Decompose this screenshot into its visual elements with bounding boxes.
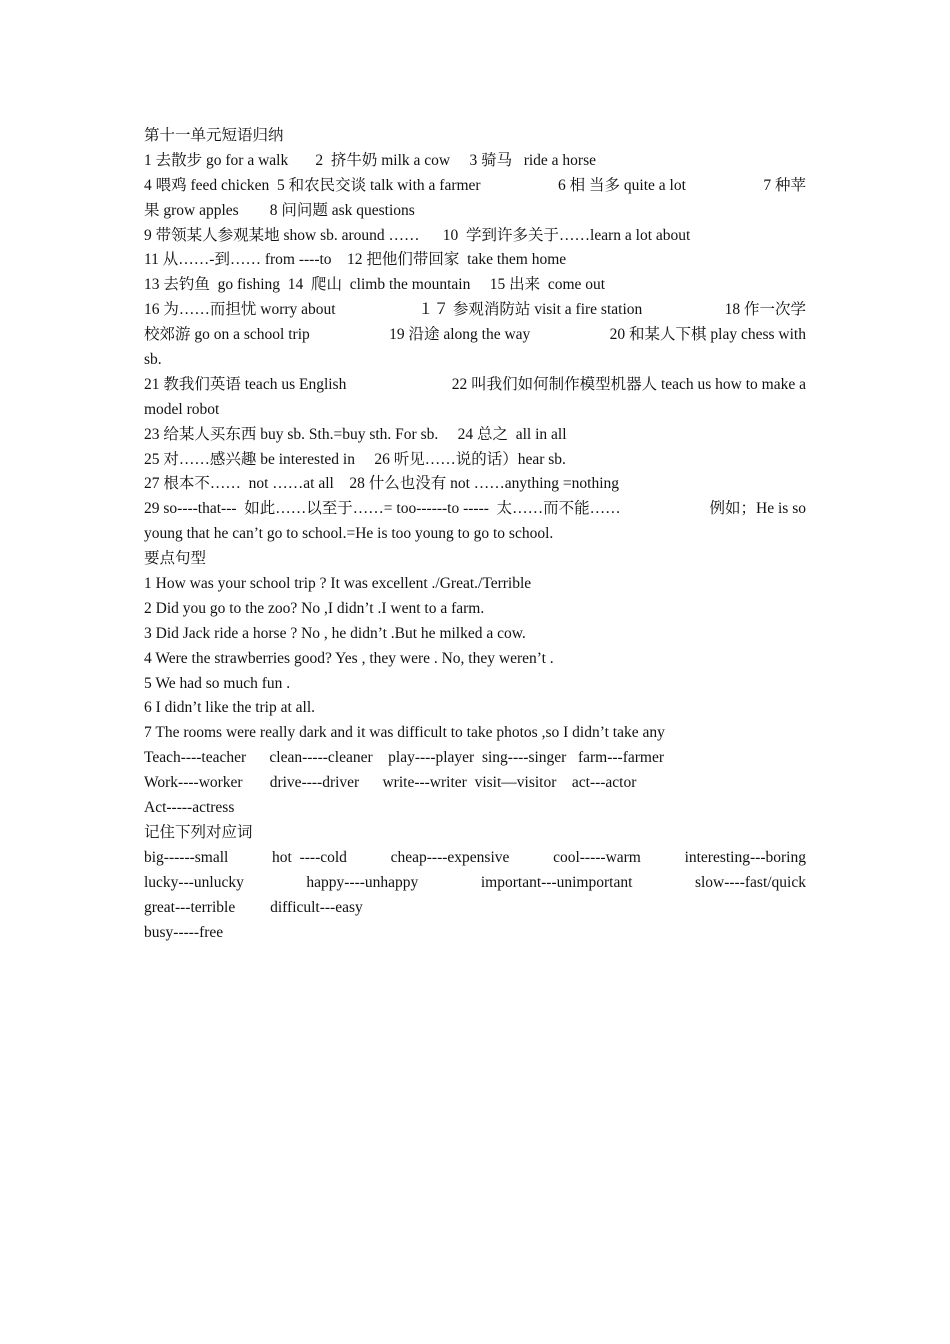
phrase-line: 1 去散步 go for a walk 2 挤牛奶 milk a cow 3 骑马 ride a horse xyxy=(144,151,597,169)
sentence-line: 3 Did Jack ride a horse ? No , he didn’t .But he milked a cow. xyxy=(144,624,526,642)
phrase-text: 20 和某人下棋 play chess with xyxy=(609,326,806,344)
sentence-line: 4 Were the strawberries good? Yes , they were . No, they weren’t . xyxy=(144,649,554,667)
phrase-line xyxy=(144,323,806,348)
word-form-line: Teach----teacher clean-----cleaner play----player sing----singer farm---farmer xyxy=(144,749,664,767)
antonym-pair: interesting---boring xyxy=(684,848,806,866)
word-form-line: Act-----actress xyxy=(144,799,235,817)
antonym-pair: slow----fast/quick xyxy=(694,873,806,891)
antonym-pair: big------small xyxy=(144,848,229,866)
word-form-line: Work----worker drive----driver write---writer visit—visitor act---actor xyxy=(144,774,637,792)
phrase-line: 27 根本不…… not ……at all 28 什么也没有 not ……anything =nothing xyxy=(144,475,620,493)
phrase-text: １７ 参观消防站 visit a fire station xyxy=(417,301,643,319)
phrase-line: 25 对……感兴趣 be interested in 26 听见……说的话）hear sb. xyxy=(144,450,566,468)
antonym-line: great---terrible difficult---easy xyxy=(144,898,363,916)
section-heading: 记住下列对应词 xyxy=(144,823,253,841)
antonym-pair: important---unimportant xyxy=(480,873,633,891)
antonym-pair: hot ----cold xyxy=(272,848,347,866)
phrase-line xyxy=(144,373,806,398)
document-page xyxy=(144,124,806,945)
antonym-line xyxy=(144,846,806,871)
phrase-line: 13 去钓鱼 go fishing 14 爬山 climb the mountain 15 出来 come out xyxy=(144,276,606,294)
phrase-line: 果 grow apples 8 问问题 ask questions xyxy=(144,201,415,219)
antonym-pair: lucky---unlucky xyxy=(144,873,244,891)
sentence-line: 5 We had so much fun . xyxy=(144,674,291,692)
sentence-line: 2 Did you go to the zoo? No ,I didn’t .I went to a farm. xyxy=(144,599,485,617)
phrase-text: 7 种苹 xyxy=(763,176,806,194)
phrase-line xyxy=(144,174,806,199)
phrase-line xyxy=(144,298,806,323)
phrase-line: sb. xyxy=(144,351,162,369)
antonym-pair: happy----unhappy xyxy=(306,873,419,891)
phrase-line xyxy=(144,497,806,522)
phrase-line: young that he can’t go to school.=He is too young to go to school. xyxy=(144,525,554,543)
document-title: 第十一单元短语归纳 xyxy=(144,127,284,144)
phrase-text: 6 相 当多 quite a lot xyxy=(558,176,686,194)
phrase-line: 23 给某人买东西 buy sb. Sth.=buy sth. For sb. 24 总之 all in all xyxy=(144,425,567,443)
phrase-text: 21 教我们英语 teach us English xyxy=(144,375,347,393)
section-heading: 要点句型 xyxy=(144,550,207,568)
phrase-line: 9 带领某人参观某地 show sb. around …… 10 学到许多关于……learn a lot about xyxy=(144,226,691,244)
sentence-line: 6 I didn’t like the trip at all. xyxy=(144,699,316,717)
phrase-text: 4 喂鸡 feed chicken 5 和农民交谈 talk with a farmer xyxy=(144,176,481,194)
sentence-line: 7 The rooms were really dark and it was difficult to take photos ,so I didn’t take any xyxy=(144,724,665,742)
antonym-line: busy-----free xyxy=(144,923,224,941)
antonym-pair: cheap----expensive xyxy=(390,848,510,866)
antonym-line xyxy=(144,871,806,896)
phrase-text: 校郊游 go on a school trip xyxy=(144,326,310,344)
phrase-text: 29 so----that--- 如此……以至于……= too------to ----- 太……而不能…… xyxy=(144,500,621,518)
phrase-text: 22 叫我们如何制作模型机器人 teach us how to make a xyxy=(451,375,806,393)
sentence-line: 1 How was your school trip ? It was excellent ./Great./Terrible xyxy=(144,575,532,593)
phrase-text: 19 沿途 along the way xyxy=(389,326,531,344)
phrase-text: 18 作一次学 xyxy=(724,301,806,319)
phrase-text: 16 为……而担忧 worry about xyxy=(144,301,336,319)
phrase-line: model robot xyxy=(144,400,220,418)
phrase-line: 11 从……-到…… from ----to 12 把他们带回家 take them home xyxy=(144,251,567,269)
phrase-text: 例如；He is so xyxy=(709,500,806,518)
antonym-pair: cool-----warm xyxy=(553,848,641,866)
